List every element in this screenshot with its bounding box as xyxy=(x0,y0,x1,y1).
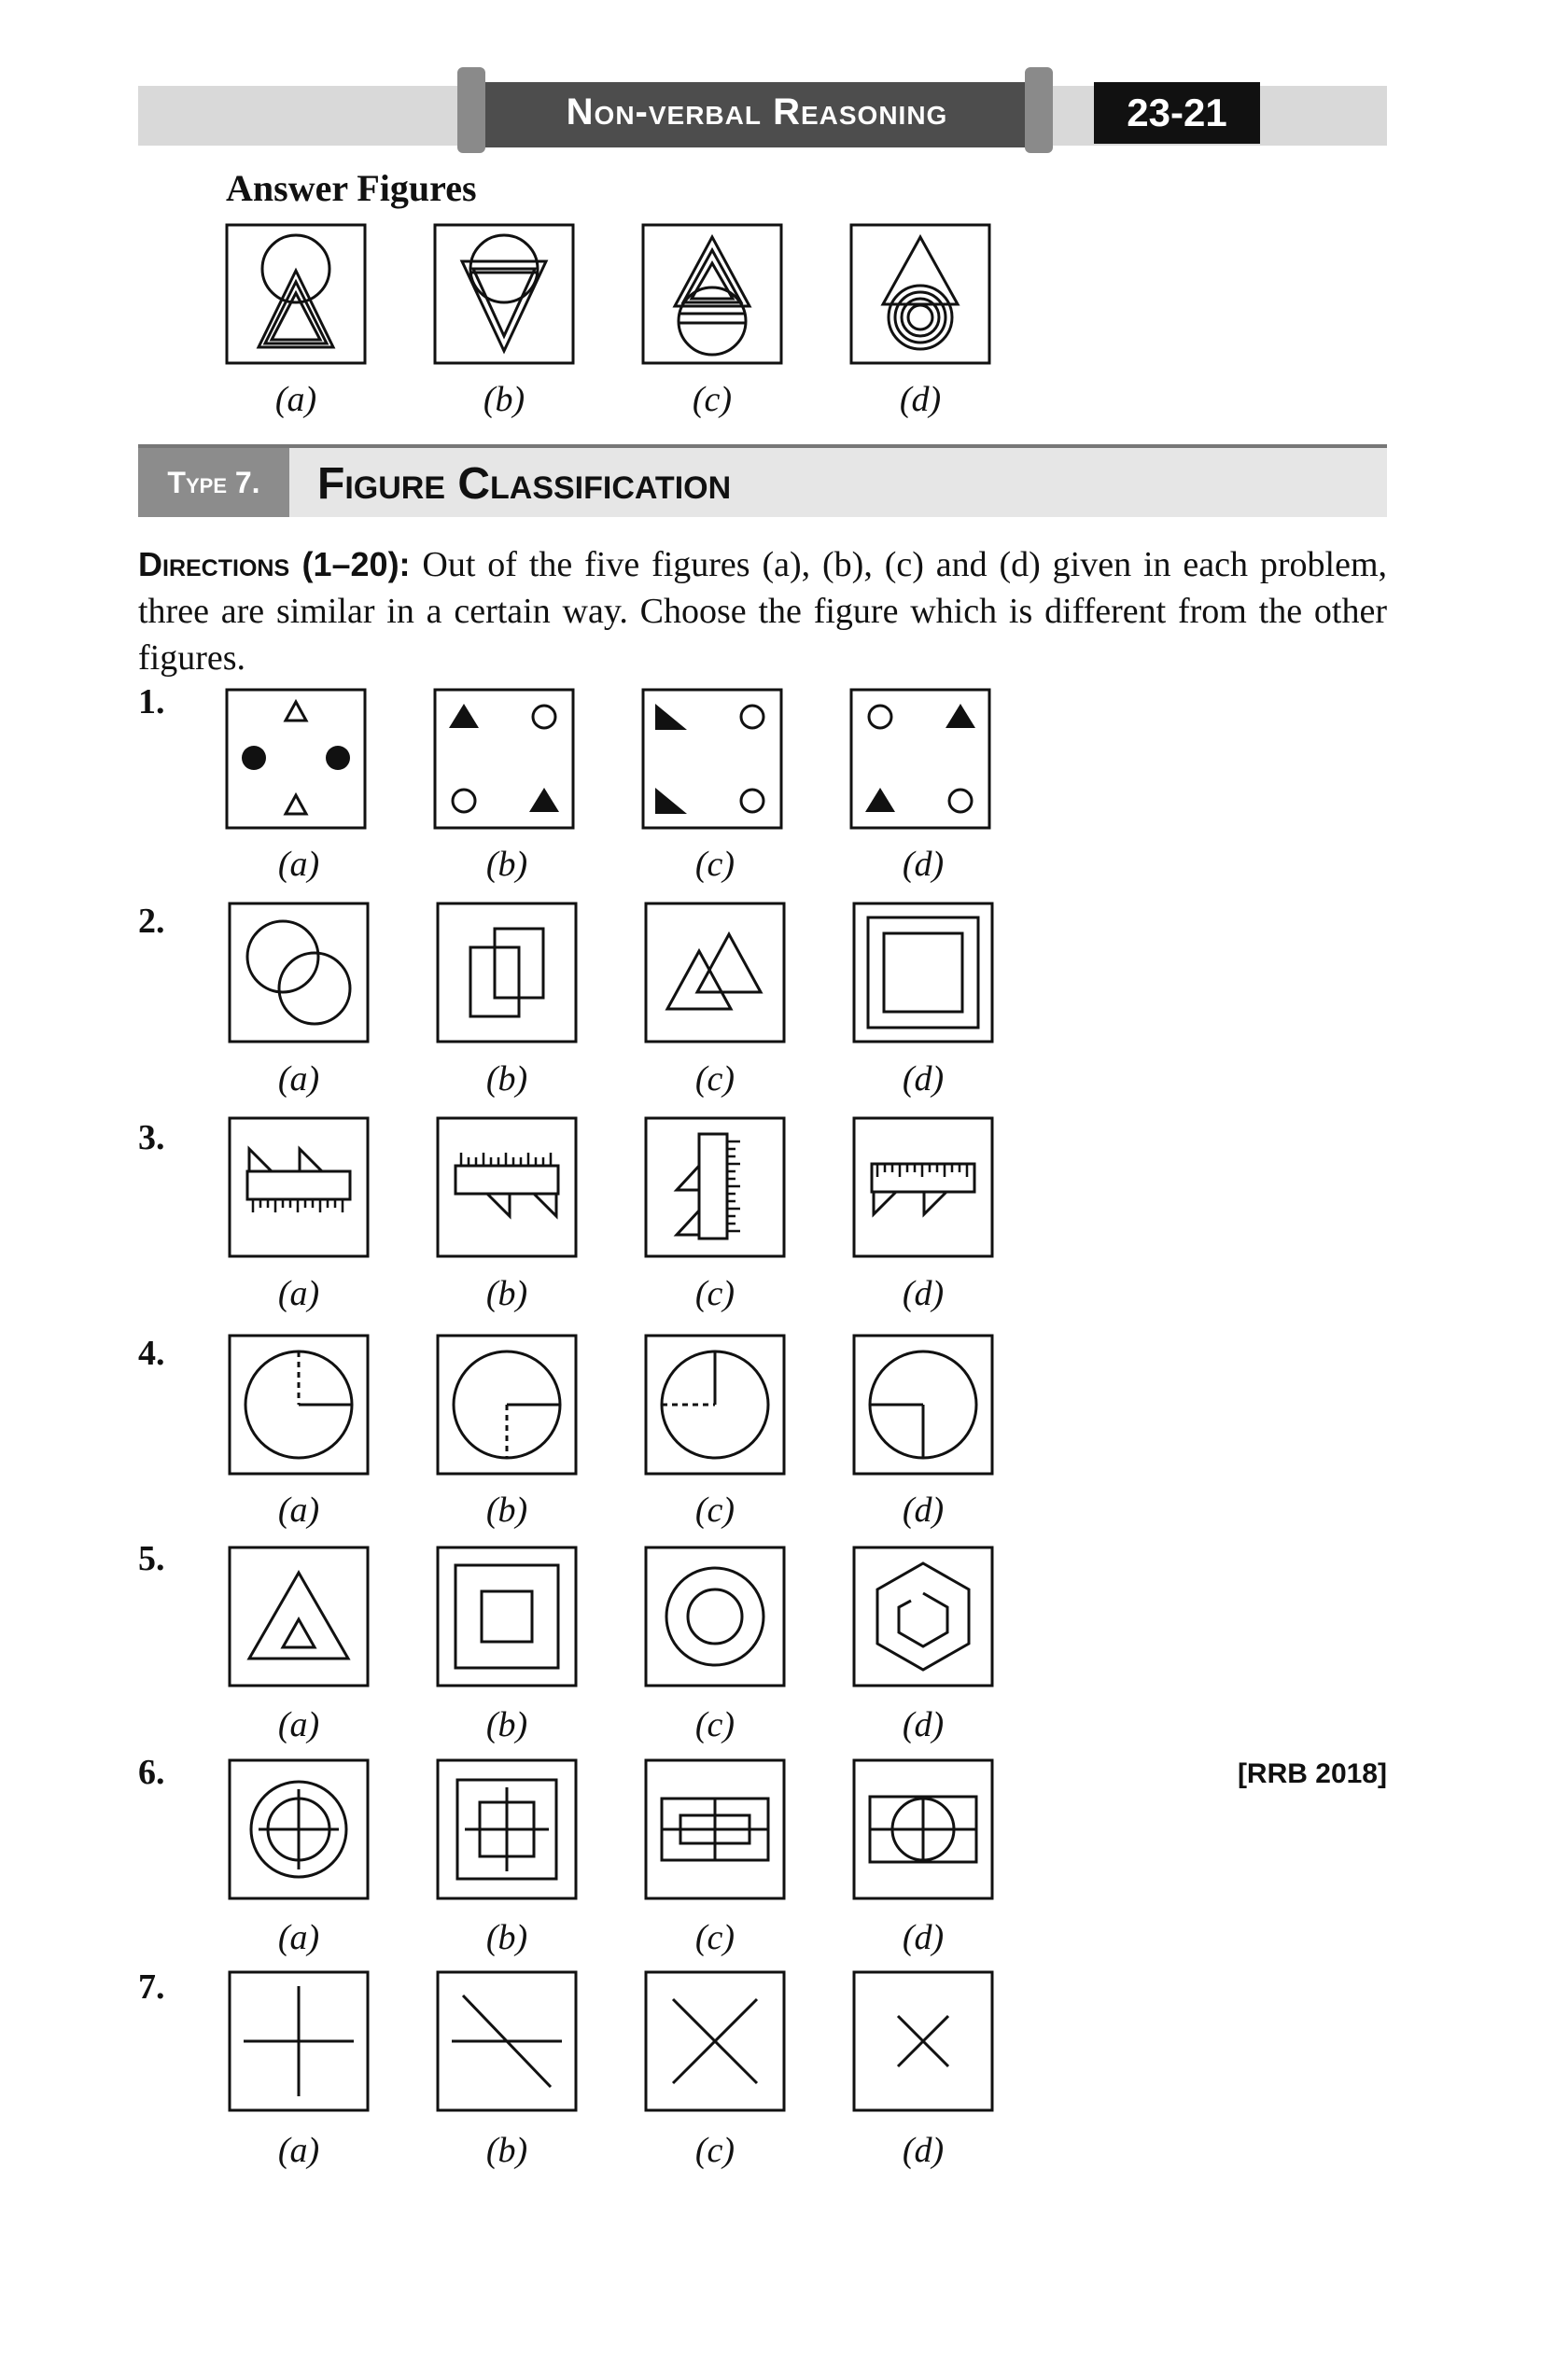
q4-figure-d xyxy=(853,1335,993,1475)
answer-figure-b xyxy=(434,224,574,364)
q1-figure-a xyxy=(226,689,366,829)
question-number-3: 3. xyxy=(138,1118,165,1157)
q1-option-b: (b) xyxy=(485,845,528,884)
q1-option-c: (c) xyxy=(694,845,735,884)
question-number-4: 4. xyxy=(138,1334,165,1373)
q3-option-c: (c) xyxy=(694,1274,735,1313)
q3-option-b: (b) xyxy=(485,1274,528,1313)
q6-option-b: (b) xyxy=(485,1918,528,1957)
q2-figure-b xyxy=(437,903,577,1043)
q3-figure-d xyxy=(853,1117,993,1257)
q4-option-b: (b) xyxy=(485,1491,528,1530)
q3-option-d: (d) xyxy=(902,1274,945,1313)
q2-figure-c xyxy=(645,903,785,1043)
q7-option-a: (a) xyxy=(277,2131,320,2170)
running-header-title: Non-verbal Reasoning xyxy=(566,91,948,133)
q2-figure-a xyxy=(229,903,369,1043)
q3-figure-a xyxy=(229,1117,369,1257)
answer-figure-a xyxy=(226,224,366,364)
q3-figure-b xyxy=(437,1117,577,1257)
q5-option-d: (d) xyxy=(902,1705,945,1744)
q3-figure-c xyxy=(645,1117,785,1257)
answer-figure-c xyxy=(642,224,782,364)
q5-figure-d xyxy=(853,1547,993,1687)
answer-figures-label: Answer Figures xyxy=(226,167,477,209)
q6-figure-a xyxy=(229,1759,369,1899)
q4-figure-b xyxy=(437,1335,577,1475)
question-number-2: 2. xyxy=(138,902,165,941)
q5-figure-c xyxy=(645,1547,785,1687)
q5-figure-a xyxy=(229,1547,369,1687)
q6-option-d: (d) xyxy=(902,1918,945,1957)
answer-option-b: (b) xyxy=(483,380,525,419)
q2-option-a: (a) xyxy=(277,1059,320,1099)
q2-option-b: (b) xyxy=(485,1059,528,1099)
q5-option-b: (b) xyxy=(485,1705,528,1744)
q6-option-a: (a) xyxy=(277,1918,320,1957)
q1-figure-c xyxy=(642,689,782,829)
q7-figure-d xyxy=(853,1971,993,2111)
q7-figure-b xyxy=(437,1971,577,2111)
answer-figure-d xyxy=(850,224,990,364)
question-number-6: 6. xyxy=(138,1753,165,1792)
q5-option-c: (c) xyxy=(694,1705,735,1744)
q7-figure-c xyxy=(645,1971,785,2111)
type-label: Type 7. xyxy=(138,448,289,517)
q2-option-c: (c) xyxy=(694,1059,735,1099)
question-number-7: 7. xyxy=(138,1967,165,2007)
section-title: Figure Classification xyxy=(317,459,732,509)
directions-head: Directions (1–20): xyxy=(138,545,411,583)
q7-option-d: (d) xyxy=(902,2131,945,2170)
q5-option-a: (a) xyxy=(277,1705,320,1744)
question-number-1: 1. xyxy=(138,682,165,721)
q4-option-c: (c) xyxy=(694,1491,735,1530)
page-number: 23-21 xyxy=(1094,82,1260,144)
q4-option-a: (a) xyxy=(277,1491,320,1530)
q4-figure-c xyxy=(645,1335,785,1475)
q1-option-d: (d) xyxy=(902,845,945,884)
answer-option-a: (a) xyxy=(274,380,317,419)
q3-option-a: (a) xyxy=(277,1274,320,1313)
q7-option-c: (c) xyxy=(694,2131,735,2170)
q7-option-b: (b) xyxy=(485,2131,528,2170)
q2-option-d: (d) xyxy=(902,1059,945,1099)
q7-figure-a xyxy=(229,1971,369,2111)
q4-figure-a xyxy=(229,1335,369,1475)
q2-figure-d xyxy=(853,903,993,1043)
directions-text: Out of the five figures (a), (b), (c) and (d) given in each problem, three are similar in a certain way. Choose the figure which is different from the other figures. xyxy=(138,545,1387,678)
answer-option-c: (c) xyxy=(692,380,733,419)
q5-figure-b xyxy=(437,1547,577,1687)
q1-option-a: (a) xyxy=(277,845,320,884)
q1-figure-b xyxy=(434,689,574,829)
q1-figure-d xyxy=(850,689,990,829)
q6-figure-d xyxy=(853,1759,993,1899)
answer-option-d: (d) xyxy=(899,380,942,419)
question-number-5: 5. xyxy=(138,1539,165,1578)
q6-option-c: (c) xyxy=(694,1918,735,1957)
q6-figure-c xyxy=(645,1759,785,1899)
directions-paragraph xyxy=(138,541,1387,681)
q6-figure-b xyxy=(437,1759,577,1899)
source-tag: [RRB 2018] xyxy=(1237,1758,1387,1789)
q4-option-d: (d) xyxy=(902,1491,945,1530)
